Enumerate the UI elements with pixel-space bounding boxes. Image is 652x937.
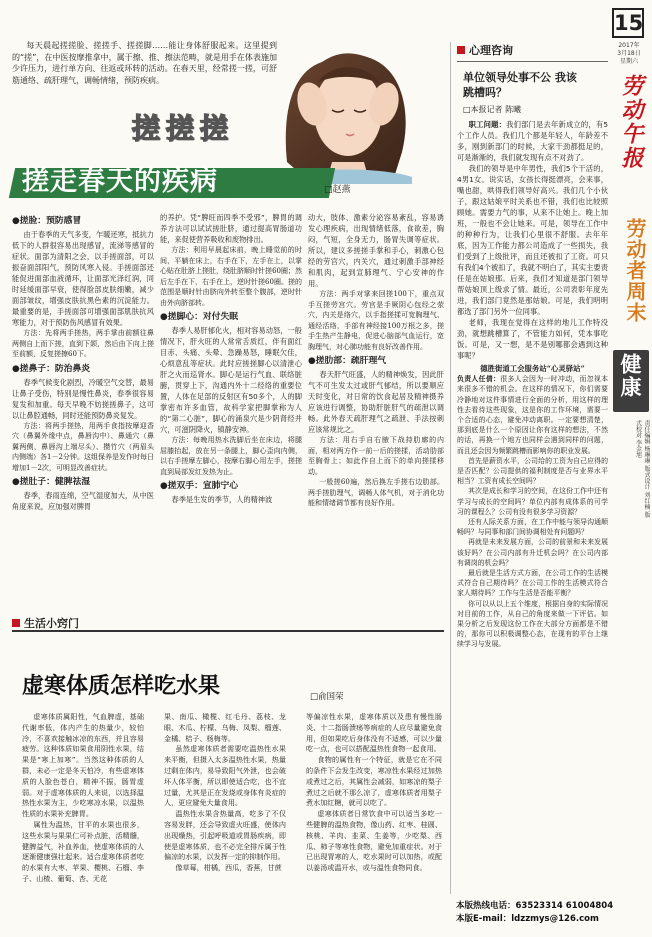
paragraph: 温热性水果含热量高，吃多了不仅容易发胖，还会导致虚火旺盛，使体内出现燥热，引起呼吸道或胃肠疾病，即使是虚寒体质，也不必完全排斥属于性偏凉的水果，以发挥一定的抑制作用。 — [164, 809, 286, 862]
question-paragraph: 职工问题：我们部门是去年新成立的，有5个工作人员。我们几个都是年轻人，年龄差不多，刚到新部门的时候，大家干劲都挺足的，可是渐渐的，我们就发现有点不对劲了。 — [457, 120, 608, 162]
answer-paragraph: 其次是成长和学习的空间，在这份工作中还有学习与成长的空间吗？单位内部有成体系的可学习的课程么？公司有没有很多学习资源？ — [457, 487, 608, 516]
method-paragraph: 方法：先将两手搓热，两手掌由前额往鼻两侧自上而下搓，直到下颌，然后由下向上搓至前额，反复搓擦60下。 — [12, 329, 154, 358]
consult-reporter: □本报记者 陈曦 — [463, 105, 522, 114]
paragraph: 食物的属性有一个特征，就是它在不同的条件下会发生改变，寒凉性水果经过加热或煮过之后，其属性会减弱，如寒凉的梨子煮过之后就不那么凉了，虚寒体质者用梨子煮水加红糖，就可以吃了。 — [306, 755, 442, 808]
article-column-3 — [308, 212, 444, 509]
bottom-section-label: 生活小窍门 — [12, 615, 444, 631]
section-title: 健康 — [618, 353, 642, 399]
method-paragraph: 方法：两手对掌来回搓100下，重点双手互搓劳宫穴。劳宫是手厥阴心包经之荥穴，内关是络穴，以手指搓揉可宽胸理气、通经活络，手部有神经接100万根之多，搓手生热产生静电，促进心脑部气血运行，宽胸理气，对心肺功能有良好改善作用。 — [308, 290, 444, 351]
red-square-icon — [12, 619, 20, 627]
article-column-1 — [12, 212, 154, 512]
paragraph: 像草莓，柑橘，西瓜，香蕉，甘蔗 — [175, 863, 282, 873]
weekly-label: 劳动者周末 — [623, 218, 647, 323]
section-badge — [613, 350, 649, 412]
bottom-column-2 — [164, 712, 286, 874]
email-address: ldzzmys@126.com — [511, 914, 599, 924]
hotline-number: 63523314 61004804 — [515, 901, 614, 911]
page-number-box — [612, 8, 644, 38]
bottom-column-1 — [22, 712, 144, 885]
subhead: ●搓肋部：疏肝理气 — [308, 356, 387, 366]
hotline: 本版热线电话：63523314 61004804 本版E-mail：ldzzmys@126.com — [456, 901, 614, 924]
paragraph: 虚寒体质属阳性，气血脾虚，基础代谢率低，体内产生的热量少，较怕冷，不喜欢接触冰凉的东西，并且容易疲劳。这种体质如果食用阴性水果，结果是“寒上加寒”。当然这种体质的人群，未必一定是冬天怕冷，有些虚寒体质的人脸色苍白，精神不振，肠胃虚弱。对于虚寒体质的人来说，以选择温热性水果为主，少吃寒凉水果，以温热性质的水果补充脾胃。 — [22, 712, 144, 819]
editor-credits: 责任编辑 杨琳琳 版式设计 刘红楠 版式校对 李金旭 — [634, 420, 650, 518]
paragraph: 果、南瓜、橄榄、红毛丹、荔枝、龙眼、木瓜、柠檬、乌梅、凤梨、榴莲、金橘、桔子、杨梅等。 — [164, 712, 286, 743]
answer-paragraph: 最后就是生活方式方面，在公司工作的生活模式符合自己期待吗？在公司工作的生活模式符合家人期待吗？工作与生活是否能平衡？ — [457, 569, 608, 598]
answer-paragraph: 还有人际关系方面，在工作中能与领导沟通顺畅吗？与同事和部门间协调相处有问题吗？ — [457, 518, 608, 537]
method-paragraph: 方法：将两手搓热，用两手食指按摩迎香穴（鼻翼外缘中点，鼻唇沟中）、鼻通穴（鼻翼两侧，鼻唇沟上端尽头）、攒竹穴（两眉头内侧端）各1－2分钟。这组保养是发作时每日增加1－2次，可明显改善症状。 — [12, 421, 154, 472]
red-square-icon — [457, 46, 465, 54]
paragraph: 等偏凉性水果，虚寒体质以及患有慢性肠炎、十二指肠溃疡等病症的人应尽量避免食用，但如果吃后身体没有不适感，可以少量吃一点，也可以搭配温热性食物一起食用。 — [306, 712, 442, 754]
consult-box — [450, 42, 608, 894]
bottom-column-3 — [306, 712, 442, 874]
issue-date: 2017年 3月18日 星期六 — [617, 42, 641, 65]
article-column-2 — [160, 212, 302, 505]
method-paragraph: 方法：用右手自右腋下战持肋廓的内面，相对两方作一前一后的搓揉，活动肋部至胸骨上；如此作自上而下的单向搓揉移动。 — [308, 436, 444, 476]
answer-paragraph: 你可以从以上五个维度，根据自身的实际情况对目前的工作，从自己的角度来做一下评估。如果分析之后发现这份工作在大部分方面都是不错的，那你可以积极调整心态，在现有的平台上继续学习与发展。 — [457, 599, 608, 649]
paragraph: 由于春季的天气多变，乍暖还寒，抵抗力低下的人群很容易出现感冒，流涕等感冒的症状。面部为清阳之会，以手搓面部，可以振奋面部阳气，预防风寒入侵。手搓面部还能促进面部血液循环，让面部光泽红润，同时延缓面部早衰，使得脸部皮肤细嫩，减少面部皱纹，增强皮肤抗黑色素的沉淀能力。最重要的是，手搓面部可增强面部肌肤抗风寒能力，对于预防伤风感冒有效果。 — [12, 230, 154, 327]
paragraph: 的养护。凭“脾旺而四季不受邪”，脾胃的调养方法可以试试搓肚脐，通过提高胃肠道功能，来促使营养吸收和废物排出。 — [160, 213, 302, 244]
byline: □赵燕 — [324, 185, 351, 195]
paragraph: 春天肝气旺盛，人的精神焕发，因此肝气不可生发太过或肝气郁结，所以要顺应天时变化，对日常的饮食起居及精神摄养应该进行调整，协助肝脏肝气的疏泄以调畅。此外春天疏肝理气之疏泄、手法按刺应该常规比之。 — [308, 370, 444, 434]
bottom-byline: □俞国荣 — [310, 692, 344, 702]
method-paragraph: 方法：每晚用热水洗脚后坐在床边，将腿屈膝抬起，放在另一条腿上，脚心歪向内侧，以右手搓摩左脚心，按摩右脚心用左手，搓搓直到局部发红发热为止。 — [160, 436, 302, 476]
paragraph: 春季人易肝郁化火，相对容易动怒，一般情况下，肝火旺的人常常舌质红，伴有面红目赤、头痛、头晕、急躁易怒，睡眠欠佳，心烦意乱等症状。此时应搓搓脚心以清泄心肝之火而巡肾水。脚心是运行气血、联络脏腑，贯穿上下，沟通内外十二经络的重要位置，人体在足部的反射区有50多个，人的脚掌密布许多血管，故科学家把脚掌称为人的“第二心脏”，脚心的涌泉穴是少阴肾经并穴，可滋阴降火，镇静安神。 — [160, 326, 302, 434]
subhead: ●搓鼻子：防治鼻炎 — [12, 363, 91, 374]
question-paragraph: 老师，我现在觉得在这样的地儿工作特没劲，就想跳槽算了，不管能力如何，凭本事吃饭。可是，又一想，是不是别哪都会遇到这种事呢？ — [457, 318, 608, 360]
expert-title: 德胜街道工会服务站“心灵驿站” — [480, 364, 585, 373]
headline: 搓走春天的疾病 — [22, 166, 218, 197]
answer-paragraph: 首先是薪资水平，公司给的工资为自己应得的是否匹配？公司提供的福利制度是否与业界水平相当？工资有成长空间吗？ — [457, 456, 608, 486]
paper-logo: 劳动午报 — [618, 74, 644, 170]
paragraph: 春季是生发的季节，人的精神波 — [171, 495, 273, 504]
subhead: ●搓双手：宣肺宁心 — [160, 481, 239, 491]
bottom-headline: 虚寒体质怎样吃水果 — [22, 673, 221, 699]
consult-label: 心理咨询 — [457, 42, 608, 58]
subhead: ●搓肚子：健脾祛湿 — [12, 477, 91, 487]
lead-intro: 每天晨起搓搓脸、搓搓手、搓搓脚……能让身体舒服起来。这里提到的“搓”，在中医按摩推拿中，属于擦、推、擦法范畴，就是用手在体表施加少许压力，进行单方向、往返或环转的活动。在春天里，经常搓一搓，可舒筋通络、疏肝理气，调畅情绪，预防疾病。 — [12, 41, 277, 85]
answer-paragraph: 再就是未来发展方面，公司的前景和未来发展该好吗？在公司内部有升迁机会吗？在公司内部有调岗的机会吗？ — [457, 538, 608, 567]
subhead: ●搓脸：预防感冒 — [12, 216, 82, 226]
subhead: ●搓脚心：对付失眠 — [160, 312, 239, 322]
method-paragraph: 方法：利用早晨起床前，晚上睡觉前的时间，平躺在床上，右手在下，左手在上，以掌心贴在肚脐上搓肚，绕肚脐顺时针搓60圈；然后左手在下，右手在上，逆时针搓60圈。搓的范围是顺时针由脐向外转至整个腹部，逆时针由外向脐部转。 — [160, 246, 302, 307]
headline-banner — [12, 162, 442, 204]
question-paragraph: 我们的领导是中年男性，我们5个干活的，4男1女。说实话，女孩长得挺漂亮，会来事，嘴也甜，哄得我们领导好高兴。我们几个小伙子，跟这姑娘平时关系也不错，我们也比较照顾她。需要力气的事，从来不让她上。晚上加班，一般也不会让她来。可是，领导在工作中的种种行为，让我们心里很不舒服。去年年底，因为工作能力都公司造成了一些损失，我们受到了上级批评，而且还被扣了工资。可只有我们4个被扣了，我就不明白了，其实主要责任是在姑娘那。后来，我们才知道是部门领导帮姑娘顶上级求了情。最近，公司表彰年度先进，我们部门竟然是那姑娘。可是，我们明明都选了部门另外一位同事。 — [457, 164, 608, 316]
paragraph: 虽然虚寒体质者需要吃温热性水果来平衡，但摄入太多温热性水果，热量过剩在体内，易导致阳气外泄，也会破坏人体平衡，所以即使适合吃，也不宜过量，尤其是正在发烧或身体有炎症的人，更应避免大量食用。 — [164, 744, 286, 808]
answer-paragraph: 负责人任倩：很多人会因为一时冲动，而忽视本来很多不错的机会。在这样的情况下，你们需要冷静地对这件事情进行全面的分析，用这样的理性去看待这些现象，这是你的工作环境，需要一个合适的心态，避免冲动离职。一定要想清楚，那到底是什么一个原因让你有这样的想法，不然的话，再换一个地方也同样会遇到同样的问题，而且还会因为频繁跳槽而影响你的职业发展。 — [457, 375, 608, 455]
paragraph: 虚寒体质者日常饮食中可以适当多吃一些健脾的温热食物，像山药、红枣、桂圆、核桃、羊肉、韭菜、生姜等，少吃梨、西瓜、柿子等寒性食物，避免加重症状。对于已出现胃寒的人，吃水果时可以加热，或配以姜汤或温开水，或与温性食物同食。 — [306, 809, 442, 873]
paragraph: 春季，春雨连绵，空气湿度加大，从中医角度来说，应加强对脾胃 — [12, 491, 154, 511]
paragraph: 春季气候变化剧烈，冷暖空气交替，最易让鼻子受伤，特别是慢性鼻炎，春季很容易复发和加重。每天早晚不妨搓搓鼻子，这可以让鼻腔通畅，同时还能预防鼻炎复发。 — [12, 377, 154, 420]
kicker: 搓搓搓 — [132, 112, 235, 145]
page-number: 15 — [614, 11, 644, 35]
method-paragraph: 一般搓60遍，然后换左手搓右边肋部。两手搓肋理气，调畅人体气机，对于消化功能和情绪调节都有良好作用。 — [308, 478, 444, 507]
paragraph: 动大，肢体、激素分泌容易紊乱，容易诱发心理疾病，出现情绪低落，食欲差，胸闷，气短，全身无力，肠胃失调等症状。所以，建议多搓搓手掌和手心，刺激心包经的劳宫穴，内关穴，通过刺激手部神经和肌肉，起到宣肺理气、宁心安神的作用。 — [308, 213, 444, 288]
paragraph: 属性为温热，甘平的水果也很多，这些水果与果果仁可补点脏，活精髓，健脾益气，补血养血，使虚寒体质的人逐渐健康强壮起来。适合虚寒体质者吃的水果有大枣、苹果、樱桃、石榴、李子、山楂、葡萄、杏、无花 — [22, 819, 144, 883]
consult-title: 单位领导处事不公 我该跳槽吗？ — [463, 71, 577, 99]
